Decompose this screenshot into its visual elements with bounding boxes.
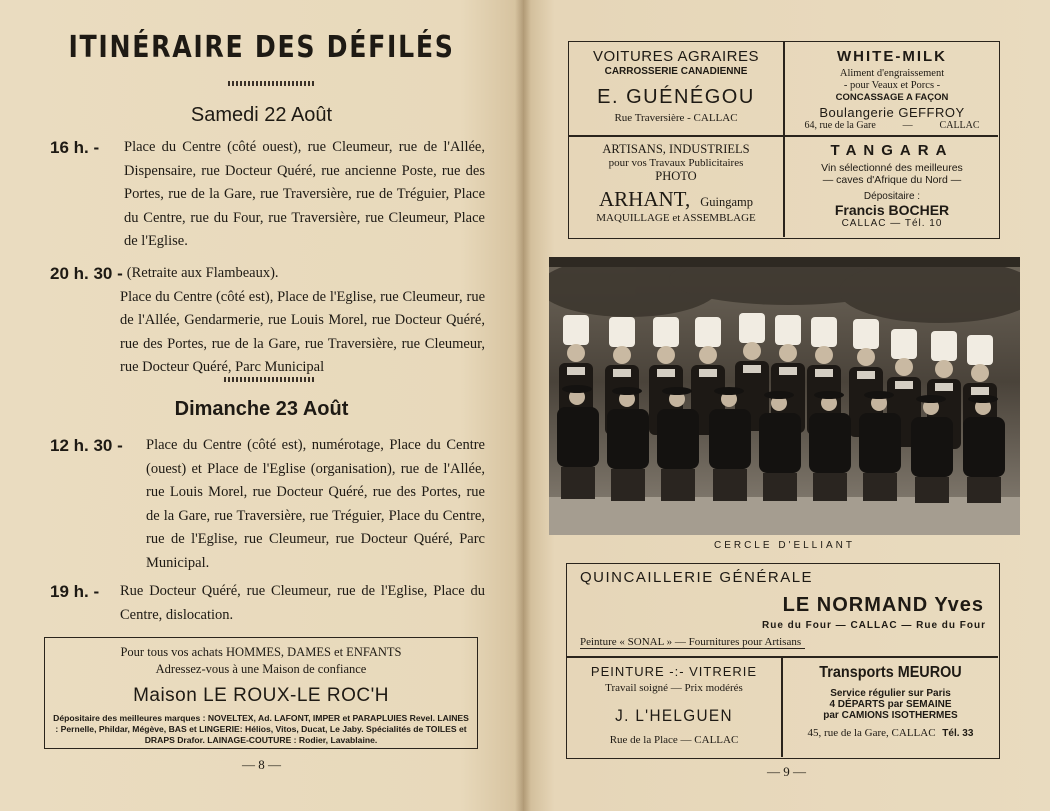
entry-time: 16 h. - — [50, 138, 100, 157]
ad-city: Guingamp — [700, 195, 753, 209]
ad-meurou — [783, 664, 998, 739]
ad-name: LE NORMAND Yves — [782, 594, 984, 616]
entry-20h30 — [50, 262, 485, 380]
ad-title: VOITURES AGRAIRES — [592, 48, 760, 65]
ad-name: J. L'HELGUEN — [615, 706, 733, 725]
ad-name: Francis BOCHER — [834, 202, 950, 218]
ad-line: Adressez-vous à une Maison de confiance — [155, 662, 367, 676]
ad-arhant — [569, 142, 783, 224]
ad-line: par CAMIONS ISOTHERMES — [823, 710, 958, 721]
ad-line: CONCASSAGE A FAÇON — [835, 92, 949, 103]
ads-top-grid — [568, 41, 1000, 239]
entry-note: (Retraite aux Flambeaux). — [126, 265, 279, 281]
page-fold — [515, 0, 531, 811]
ad-tel: Tél. 33 — [942, 728, 974, 739]
ad-title: QUINCAILLERIE GÉNÉRALE — [580, 569, 814, 586]
ad-helguen — [567, 664, 781, 746]
ad-label: Dépositaire : — [863, 191, 921, 202]
photo-image — [549, 257, 1020, 535]
ad-line: MAQUILLAGE et ASSEMBLAGE — [596, 212, 756, 224]
ad-line: Pour tous vos achats HOMMES, DAMES et ENFANTS — [120, 645, 402, 659]
entry-text: Place du Centre (côté ouest), rue Cleumeur, rue de l'Allée, Dispensaire, rue Docteur Quéré, rue ancienne Poste, rue des Portes, rue de la Gare, rue Traversière, rue de Tréguier, Place du Centre, rue du Four, rue Traversière, rue Cleumeur, Place de l'Eglise. — [124, 139, 485, 249]
entry-16h — [50, 136, 485, 254]
entry-text: Place du Centre (côté est), Place de l'Eglise, rue Cleumeur, rue de l'Allée, Gendarmerie, rue Louis Morel, rue Docteur Quéré, rue des Portes, rue de la Gare, rue Traversière, rue Cleumeur, rue Docteur Quéré, Parc Municipal — [120, 288, 485, 375]
ad-line: Vin sélectionné des meilleures — [821, 162, 963, 174]
ad-address: 64, rue de la Gare — [804, 120, 876, 131]
ad-address: CALLAC — Tél. 10 — [841, 218, 943, 229]
ad-line: PHOTO — [655, 169, 697, 183]
ad-name-row — [569, 187, 783, 212]
ad-name: E. GUÉNÉGOU — [597, 86, 755, 108]
entry-19h — [50, 580, 485, 627]
ad-city: CALLAC — [939, 120, 980, 131]
ad-address-row — [783, 727, 998, 739]
ad-line: Aliment d'engraissement — [839, 68, 945, 79]
ad-white-milk — [785, 48, 999, 131]
ad-line: - pour Veaux et Porcs - — [843, 80, 941, 91]
ad-address-row — [785, 120, 999, 131]
entry-12h30 — [50, 434, 485, 575]
ads-bottom-grid — [566, 563, 1000, 759]
ad-subtitle: CARROSSERIE CANADIENNE — [604, 66, 748, 77]
ad-dash: — — [902, 120, 913, 131]
ad-line: — caves d'Afrique du Nord — — [822, 174, 962, 186]
divider — [228, 81, 314, 86]
group-photo — [549, 257, 1020, 535]
ad-line: pour vos Travaux Publicitaires — [608, 157, 744, 169]
page-number: — 9 — — [767, 764, 806, 779]
ad-le-roux — [44, 637, 478, 749]
ad-name: Boulangerie GEFFROY — [819, 105, 965, 120]
ad-line: 4 DÉPARTS par SEMAINE — [829, 699, 952, 710]
ad-address: 45, rue de la Gare, CALLAC — [807, 727, 936, 739]
entry-text: Place du Centre (côté est), numérotage, Place du Centre (ouest) et Place de l'Eglise (organisation), rue de l'Allée, rue Louis Morel, rue Docteur Quéré, rue des Portes, rue de la Gare, rue Traversière, rue Tréguier, Place du Centre, rue de l'Eglise, rue Cleumeur, rue Docteur Quéré, Parc Municipal. — [146, 437, 485, 571]
ad-title: WHITE-MILK — [837, 48, 947, 65]
ad-line: Peinture « SONAL » — Fournitures pour Artisans — [580, 636, 805, 649]
ad-name: Maison LE ROUX-LE ROC'H — [133, 685, 389, 706]
ad-title: TANGARA — [830, 142, 954, 159]
ad-address: Rue Traversière - CALLAC — [614, 112, 738, 124]
day1-title: Samedi 22 Août — [190, 104, 333, 126]
divider — [224, 377, 316, 382]
ad-tangara — [785, 142, 999, 229]
ad-address: Rue de la Place — CALLAC — [609, 734, 739, 746]
page-title: ITINÉRAIRE DES DÉFILÉS — [68, 30, 455, 65]
photo-caption: CERCLE D'ELLIANT — [713, 540, 856, 551]
ad-title: Transports MEUROU — [819, 664, 962, 681]
ad-details: Dépositaire des meilleures marques : NOVELTEX, Ad. LAFONT, IMPER et PARAPLUIES Revel. LAINES : Pernelle, Phildar, Mégève, BAS et LINGERIE: Hélios, Vitos, Ducat, Le Jaby. Spécialités de TOILES et DRAPS Drafor. LAINAGE-COUTURE : Rodier, Lavablaine. — [53, 713, 469, 745]
ad-title: PEINTURE -:- VITRERIE — [590, 664, 758, 679]
ad-line: Service régulier sur Paris — [830, 688, 951, 699]
day2-title: Dimanche 23 Août — [174, 398, 349, 420]
ad-line: Travail soigné — Prix modérés — [605, 682, 743, 694]
ad-line: ARTISANS, INDUSTRIELS — [602, 142, 750, 156]
ad-voitures — [569, 48, 783, 124]
entry-time: 12 h. 30 - — [50, 436, 123, 455]
ad-name: ARHANT, — [599, 187, 691, 211]
entry-time: 20 h. 30 - — [50, 264, 123, 283]
entry-time: 19 h. - — [50, 582, 100, 601]
page-number: — 8 — — [242, 757, 281, 772]
left-page — [0, 0, 523, 811]
entry-text: Rue Docteur Quéré, rue Cleumeur, rue de l'Eglise, Place du Centre, dislocation. — [120, 583, 485, 623]
ad-address: Rue du Four — CALLAC — Rue du Four — [762, 620, 986, 631]
